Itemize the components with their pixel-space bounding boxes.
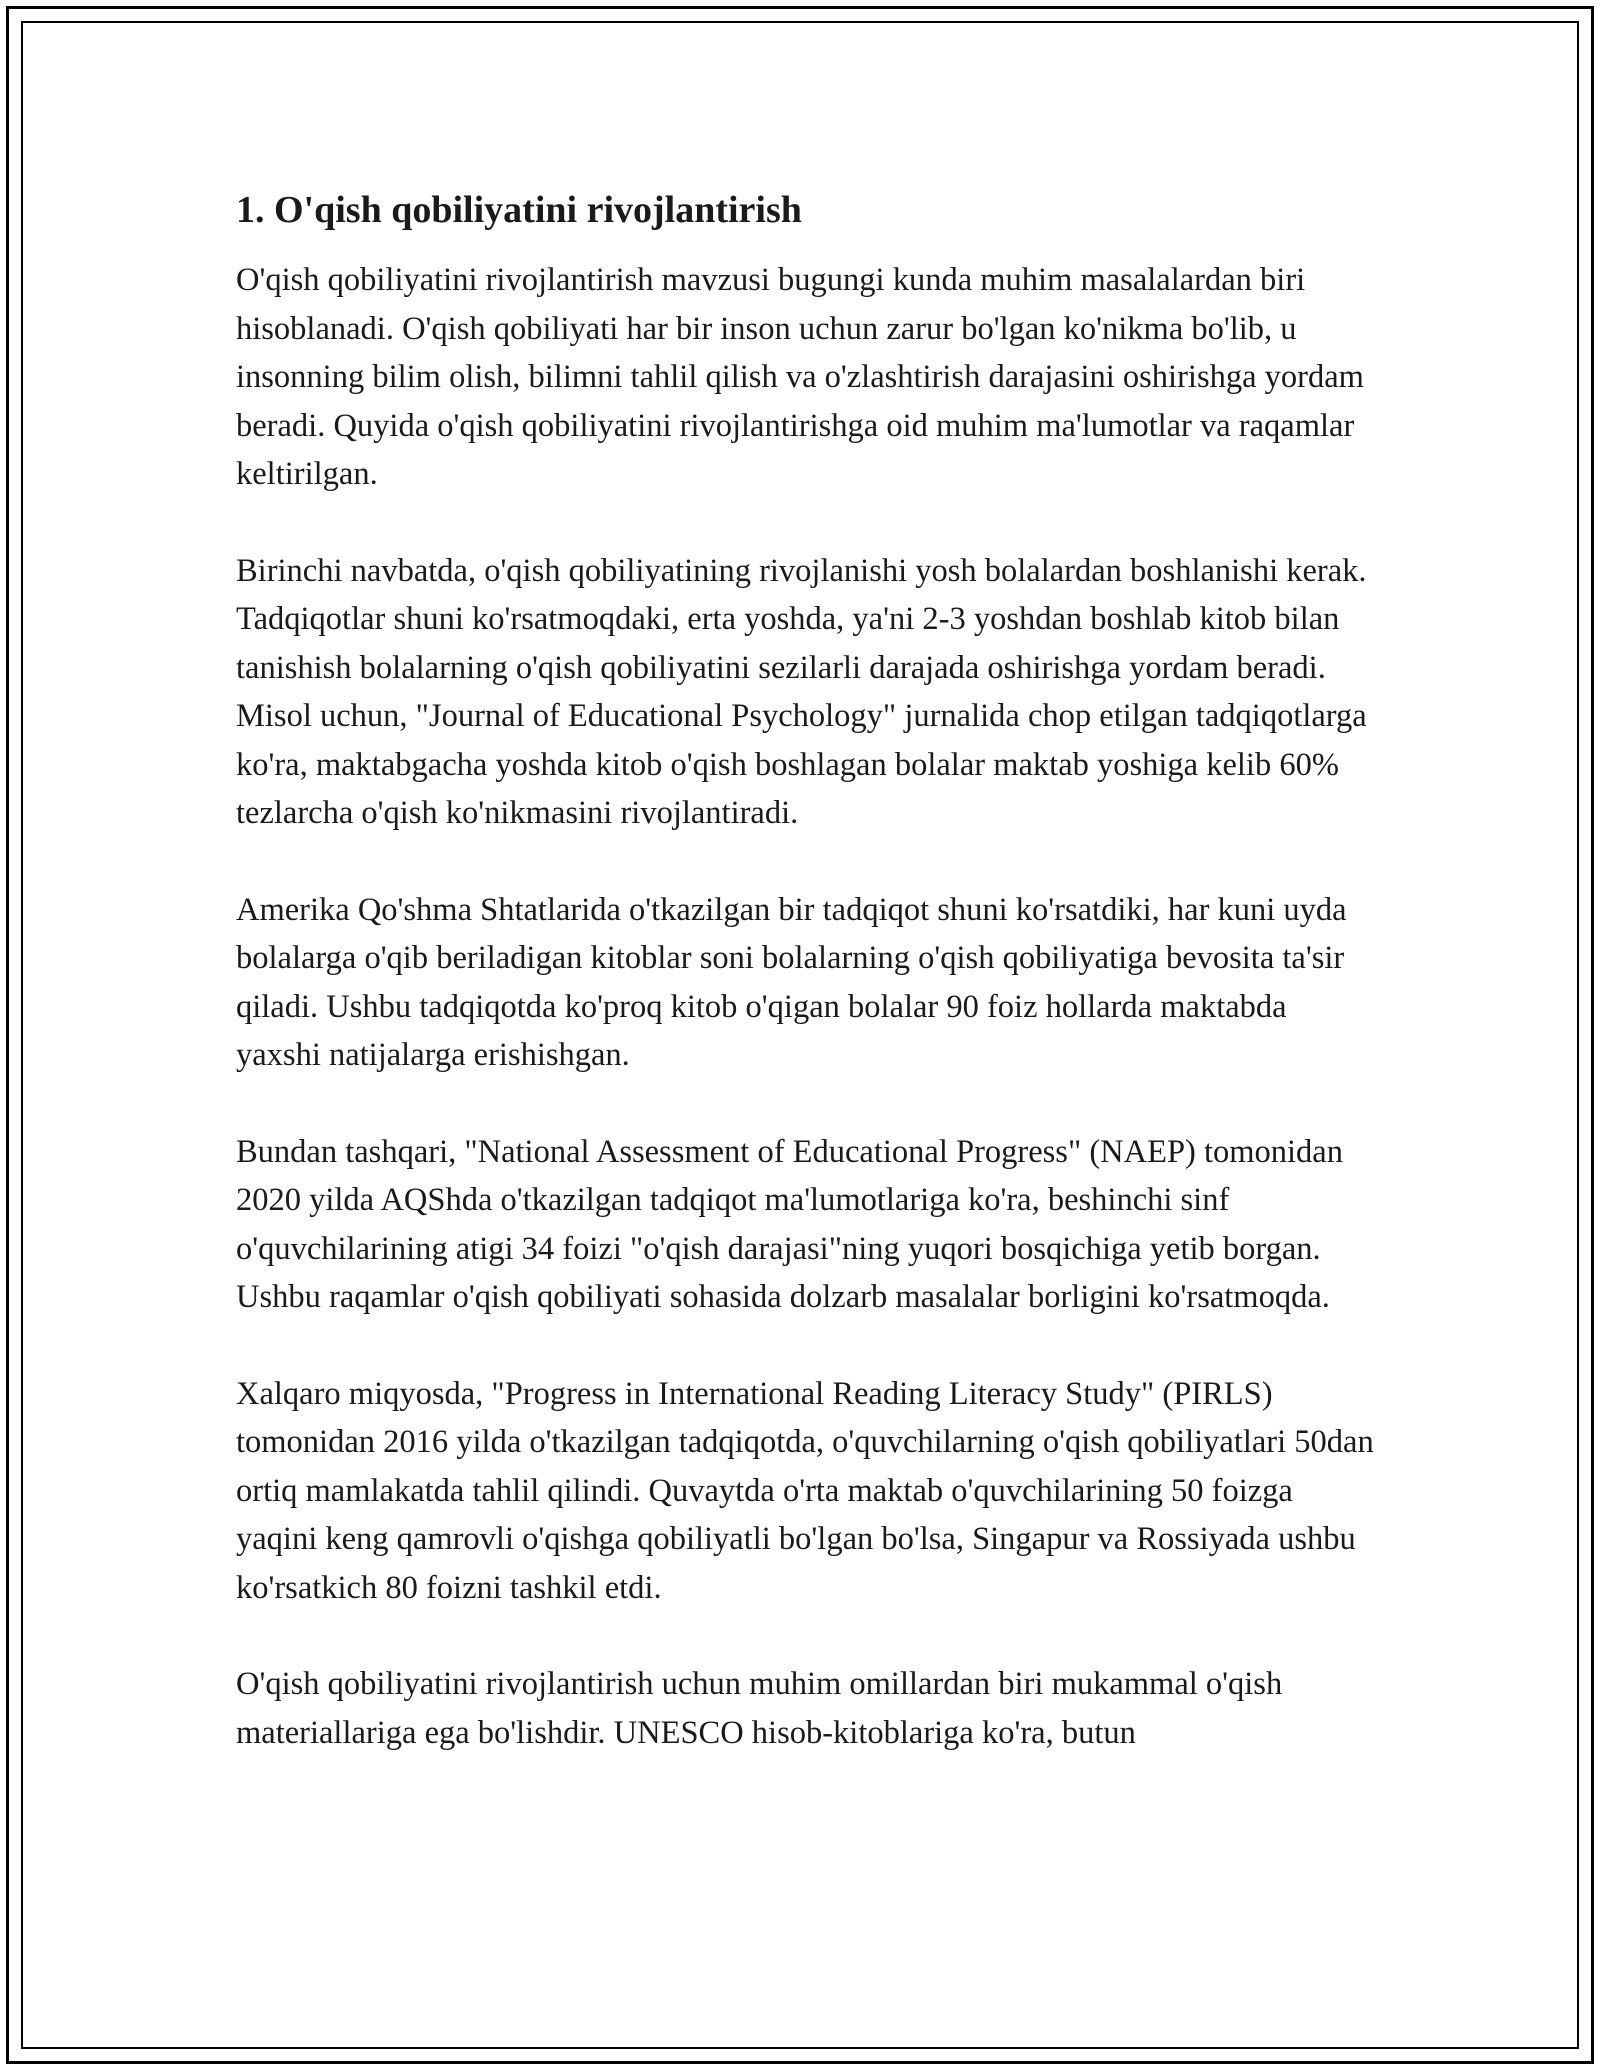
paragraph-pirls: Xalqaro miqyosda, "Progress in International Reading Literacy Study" (PIRLS) tomonidan 2016 yilda o'tkazilgan tadqiqotda, o'quvchilarning o'qish qobiliyatlari 50dan ortiq mamlakatda tahlil qilindi. Quvaytda o'rta maktab o'quvchilarining 50 foizga yaqini keng qamrovli o'qishga qobiliyatli bo'lgan bo'lsa, Singapur va Rossiyada ushbu ko'rsatkich 80 foizni tashkil etdi. xyxy=(236,1375,1374,1606)
section-heading: 1. O'qish qobiliyatini rivojlantirish xyxy=(236,189,802,231)
paragraph-intro: O'qish qobiliyatini rivojlantirish mavzusi bugungi kunda muhim masalalardan biri hisoblanadi. O'qish qobiliyati har bir inson uchun zarur bo'lgan ko'nikma bo'lib, u insonning bilim olish, bilimni tahlil qilish va o'zlashtirish darajasini oshirishga yordam beradi. Quyida o'qish qobiliyatini rivojlantirishga oid muhim ma'lumotlar va raqamlar keltirilgan. xyxy=(236,262,1364,492)
paragraph-naep: Bundan tashqari, "National Assessment of Educational Progress" (NAEP) tomonidan 2020 yilda AQShda o'tkazilgan tadqiqot ma'lumotlariga ko'ra, beshinchi sinf o'quvchilarining atigi 34 foizi "o'qish darajasi"ning yuqori bosqichiga yetib borgan. Ushbu raqamlar o'qish qobiliyati sohasida dolzarb masalalar borligini ko'rsatmoqda. xyxy=(236,1133,1343,1315)
document-body xyxy=(236,186,1376,1805)
paragraph-us-study: Amerika Qo'shma Shtatlarida o'tkazilgan bir tadqiqot shuni ko'rsatdiki, har kuni uyda bolalarga o'qib beriladigan kitoblar soni bolalarning o'qish qobiliyatiga bevosita ta'sir qiladi. Ushbu tadqiqotda ko'proq kitob o'qigan bolalar 90 foiz hollarda maktabda yaxshi natijalarga erishishgan. xyxy=(236,891,1347,1073)
paragraph-early-reading: Birinchi navbatda, o'qish qobiliyatining rivojlanishi yosh bolalardan boshlanishi kerak. Tadqiqotlar shuni ko'rsatmoqdaki, erta yoshda, ya'ni 2-3 yoshdan boshlab kitob bilan tanishish bolalarning o'qish qobiliyatini sezilarli darajada oshirishga yordam beradi. Misol uchun, "Journal of Educational Psychology" jurnalida chop etilgan tadqiqotlarga ko'ra, maktabgacha yoshda kitob o'qish boshlagan bolalar maktab yoshiga kelib 60% tezlarcha o'qish ko'nikmasini rivojlantiradi. xyxy=(236,552,1367,831)
paragraph-materials: O'qish qobiliyatini rivojlantirish uchun muhim omillardan biri mukammal o'qish materiallariga ega bo'lishdir. UNESCO hisob-kitoblariga ko'ra, butun xyxy=(236,1666,1283,1751)
